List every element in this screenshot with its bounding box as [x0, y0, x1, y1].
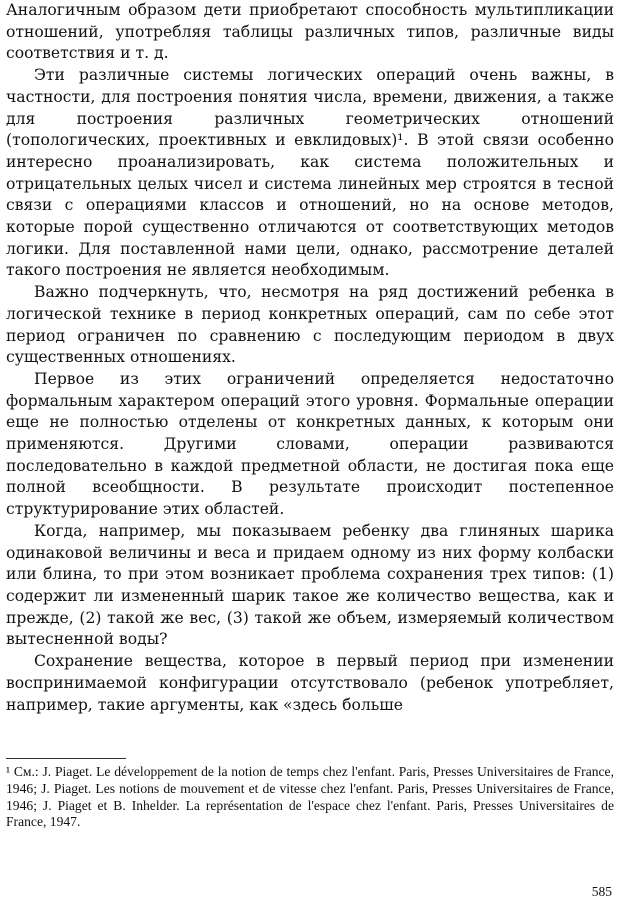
footnote-1: ¹ См.: J. Piaget. Le développement de la notion de temps chez l'enfant. Paris, Presses Universitaires de France, 1946; J. Piaget. Les notions de mouvement et de vitesse chez l'enfant. Paris, Presses Universitaires de France, 1946; J. Piaget et B. Inhelder. La représentation de l'espace chez l'enfant. Paris, Presses Universitaires de France, 1947. [6, 764, 614, 830]
paragraph-3: Важно подчеркнуть, что, несмотря на ряд достижений ребенка в логической технике в период конкретных операций, сам по себе этот период ограничен по сравнению с последующим периодом в двух существенных отношениях. [6, 283, 614, 367]
footnotes [6, 764, 614, 831]
paragraph-5: Когда, например, мы показываем ребенку два глиняных шарика одинаковой величины и веса и придаем одному из них форму колбаски или блина, то при этом возникает проблема сохранения трех типов: (1) содержит ли измененный шарик такое же количество вещества, как и прежде, (2) такой же вес, (3) такой же объем, измеряемый количеством вытесненной воды? [6, 521, 614, 649]
footnote-divider [6, 758, 126, 759]
page-number: 585 [591, 884, 612, 899]
paragraph-2: Эти различные системы логических операций очень важны, в частности, для построения понятия числа, времени, движения, а также для построения различных геометрических отношений (топологических, проективных и евклидовых)¹. В этой связи особенно интересно проанализировать, как система положительных и отрицательных целых чисел и система линейных мер строятся в тесной связи с операциями классов и отношений, но на основе методов, которые порой существенно отличаются от соответствующих методов логики. Для поставленной нами цели, однако, рассмотрение деталей такого построения не является необходимым. [6, 66, 614, 280]
paragraph-4: Первое из этих ограничений определяется недостаточно формальным характером операций этого уровня. Формальные операции еще не полностью отделены от конкретных данных, к которым они применяются. Другими словами, операции развиваются последовательно в каждой предметной области, не достигая пока еще полной всеобщности. В результате происходит постепенное структурирование этих областей. [6, 369, 614, 519]
paragraph-1: Аналогичным образом дети приобретают способность мультипликации отношений, употребляя таблицы различных типов, различные виды соответствия и т. д. [6, 1, 614, 63]
paragraph-6: Сохранение вещества, которое в первый период при изменении воспринимаемой конфигурации отсутствовало (ребенок употребляет, например, такие аргументы, как «здесь больше [6, 652, 614, 714]
body-text [6, 0, 614, 716]
